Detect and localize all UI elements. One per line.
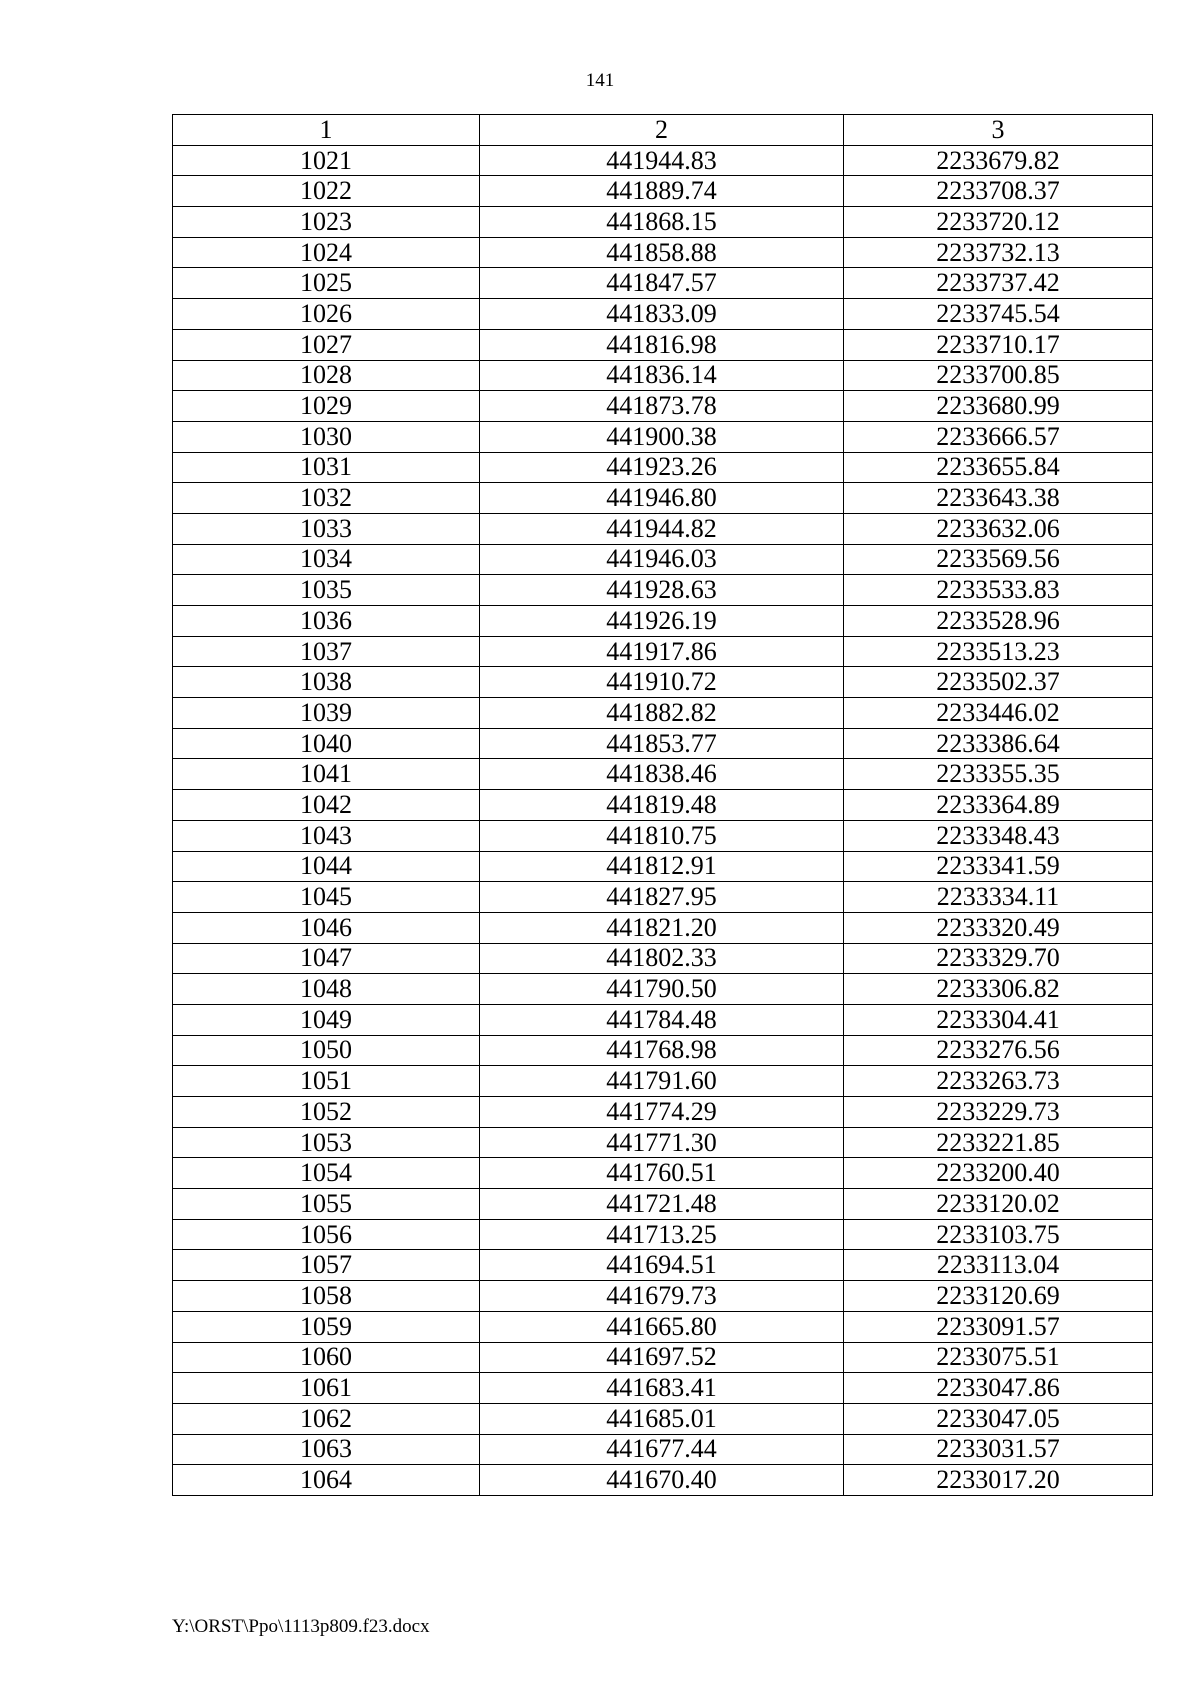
table-cell-col3: 2233306.82 xyxy=(844,974,1153,1005)
table-cell-col2: 441946.80 xyxy=(480,483,844,514)
table-cell-col1: 1053 xyxy=(173,1127,480,1158)
page-number: 141 xyxy=(585,70,615,91)
table-cell-col3: 2233329.70 xyxy=(844,943,1153,974)
table-cell-col3: 2233737.42 xyxy=(844,268,1153,299)
table-cell-col1: 1042 xyxy=(173,790,480,821)
table-cell-col2: 441910.72 xyxy=(480,667,844,698)
table-cell-col3: 2233113.04 xyxy=(844,1250,1153,1281)
table-row xyxy=(173,360,1153,391)
table-row xyxy=(173,452,1153,483)
table-cell-col3: 2233304.41 xyxy=(844,1004,1153,1035)
table-cell-col2: 441926.19 xyxy=(480,606,844,637)
table-row xyxy=(173,391,1153,422)
table-cell-col1: 1055 xyxy=(173,1189,480,1220)
table-cell-col3: 2233528.96 xyxy=(844,606,1153,637)
table-cell-col1: 1046 xyxy=(173,912,480,943)
table-cell-col1: 1043 xyxy=(173,820,480,851)
table-row xyxy=(173,1403,1153,1434)
table-cell-col3: 2233200.40 xyxy=(844,1158,1153,1189)
table-row xyxy=(173,1035,1153,1066)
table-cell-col3: 2233700.85 xyxy=(844,360,1153,391)
table-cell-col2: 441889.74 xyxy=(480,176,844,207)
table-cell-col2: 441670.40 xyxy=(480,1465,844,1496)
table-cell-col1: 1021 xyxy=(173,145,480,176)
table-cell-col3: 2233355.35 xyxy=(844,759,1153,790)
table-row xyxy=(173,1158,1153,1189)
table-cell-col2: 441858.88 xyxy=(480,237,844,268)
table-cell-col2: 441900.38 xyxy=(480,421,844,452)
table-cell-col3: 2233679.82 xyxy=(844,145,1153,176)
table-cell-col3: 2233221.85 xyxy=(844,1127,1153,1158)
table-row xyxy=(173,882,1153,913)
table-cell-col3: 2233446.02 xyxy=(844,698,1153,729)
table-cell-col2: 441944.82 xyxy=(480,513,844,544)
table-cell-col3: 2233720.12 xyxy=(844,207,1153,238)
table-cell-col2: 441923.26 xyxy=(480,452,844,483)
table-row xyxy=(173,759,1153,790)
table-row xyxy=(173,1342,1153,1373)
table-cell-col3: 2233334.11 xyxy=(844,882,1153,913)
table-row xyxy=(173,1066,1153,1097)
table-cell-col2: 441812.91 xyxy=(480,851,844,882)
table-cell-col1: 1031 xyxy=(173,452,480,483)
table-row xyxy=(173,421,1153,452)
table-row xyxy=(173,636,1153,667)
table-cell-col3: 2233229.73 xyxy=(844,1097,1153,1128)
table-cell-col2: 441833.09 xyxy=(480,299,844,330)
table-row xyxy=(173,728,1153,759)
footer-file-path: Y:\ORST\Ppo\1113p809.f23.docx xyxy=(172,1616,430,1637)
table-cell-col1: 1052 xyxy=(173,1097,480,1128)
table-cell-col2: 441946.03 xyxy=(480,544,844,575)
table-cell-col3: 2233680.99 xyxy=(844,391,1153,422)
header-cell-1: 1 xyxy=(173,115,480,146)
table-cell-col2: 441847.57 xyxy=(480,268,844,299)
table-cell-col2: 441853.77 xyxy=(480,728,844,759)
table-cell-col3: 2233386.64 xyxy=(844,728,1153,759)
table-cell-col2: 441679.73 xyxy=(480,1281,844,1312)
table-cell-col3: 2233103.75 xyxy=(844,1219,1153,1250)
table-cell-col1: 1062 xyxy=(173,1403,480,1434)
table-row xyxy=(173,974,1153,1005)
table-cell-col2: 441917.86 xyxy=(480,636,844,667)
table-cell-col2: 441721.48 xyxy=(480,1189,844,1220)
table-cell-col2: 441677.44 xyxy=(480,1434,844,1465)
table-cell-col3: 2233732.13 xyxy=(844,237,1153,268)
table-cell-col2: 441810.75 xyxy=(480,820,844,851)
table-cell-col2: 441827.95 xyxy=(480,882,844,913)
table-body xyxy=(173,145,1153,1495)
table-cell-col3: 2233513.23 xyxy=(844,636,1153,667)
table-row xyxy=(173,820,1153,851)
table-cell-col1: 1028 xyxy=(173,360,480,391)
table-cell-col1: 1040 xyxy=(173,728,480,759)
table-cell-col1: 1036 xyxy=(173,606,480,637)
table-row xyxy=(173,1465,1153,1496)
table-cell-col3: 2233263.73 xyxy=(844,1066,1153,1097)
table-cell-col1: 1038 xyxy=(173,667,480,698)
table-cell-col2: 441873.78 xyxy=(480,391,844,422)
table-cell-col2: 441683.41 xyxy=(480,1373,844,1404)
table-cell-col1: 1026 xyxy=(173,299,480,330)
table-cell-col3: 2233710.17 xyxy=(844,329,1153,360)
table-row xyxy=(173,606,1153,637)
table-row xyxy=(173,1281,1153,1312)
table-cell-col1: 1024 xyxy=(173,237,480,268)
table-cell-col1: 1039 xyxy=(173,698,480,729)
table-cell-col2: 441819.48 xyxy=(480,790,844,821)
table-cell-col2: 441790.50 xyxy=(480,974,844,1005)
table-cell-col1: 1061 xyxy=(173,1373,480,1404)
table-row xyxy=(173,1311,1153,1342)
header-cell-2: 2 xyxy=(480,115,844,146)
table-cell-col1: 1054 xyxy=(173,1158,480,1189)
table-row xyxy=(173,268,1153,299)
table-row xyxy=(173,483,1153,514)
table-cell-col2: 441821.20 xyxy=(480,912,844,943)
table-cell-col3: 2233643.38 xyxy=(844,483,1153,514)
table-cell-col2: 441816.98 xyxy=(480,329,844,360)
table-cell-col3: 2233569.56 xyxy=(844,544,1153,575)
table-row xyxy=(173,943,1153,974)
table-cell-col2: 441836.14 xyxy=(480,360,844,391)
table-cell-col1: 1045 xyxy=(173,882,480,913)
table-cell-col3: 2233047.05 xyxy=(844,1403,1153,1434)
table-cell-col1: 1051 xyxy=(173,1066,480,1097)
table-cell-col3: 2233655.84 xyxy=(844,452,1153,483)
table-cell-col3: 2233276.56 xyxy=(844,1035,1153,1066)
table-row xyxy=(173,299,1153,330)
table-cell-col3: 2233120.02 xyxy=(844,1189,1153,1220)
table-cell-col1: 1044 xyxy=(173,851,480,882)
table-cell-col1: 1029 xyxy=(173,391,480,422)
table-row xyxy=(173,1434,1153,1465)
table-cell-col1: 1047 xyxy=(173,943,480,974)
table-cell-col1: 1032 xyxy=(173,483,480,514)
table-cell-col2: 441771.30 xyxy=(480,1127,844,1158)
table-cell-col3: 2233031.57 xyxy=(844,1434,1153,1465)
table-row xyxy=(173,912,1153,943)
table-cell-col2: 441928.63 xyxy=(480,575,844,606)
table-cell-col1: 1035 xyxy=(173,575,480,606)
table-row xyxy=(173,207,1153,238)
table-cell-col2: 441802.33 xyxy=(480,943,844,974)
table-cell-col2: 441882.82 xyxy=(480,698,844,729)
table-cell-col2: 441774.29 xyxy=(480,1097,844,1128)
table-cell-col1: 1059 xyxy=(173,1311,480,1342)
table-cell-col1: 1022 xyxy=(173,176,480,207)
table-row xyxy=(173,237,1153,268)
table-cell-col3: 2233120.69 xyxy=(844,1281,1153,1312)
table-cell-col2: 441685.01 xyxy=(480,1403,844,1434)
table-cell-col1: 1056 xyxy=(173,1219,480,1250)
table-cell-col1: 1057 xyxy=(173,1250,480,1281)
table-cell-col1: 1027 xyxy=(173,329,480,360)
table-cell-col3: 2233348.43 xyxy=(844,820,1153,851)
table-row xyxy=(173,513,1153,544)
table-header xyxy=(173,115,1153,146)
table-cell-col1: 1050 xyxy=(173,1035,480,1066)
table-row xyxy=(173,145,1153,176)
table-row xyxy=(173,790,1153,821)
table-cell-col3: 2233017.20 xyxy=(844,1465,1153,1496)
table-cell-col3: 2233364.89 xyxy=(844,790,1153,821)
table-row xyxy=(173,575,1153,606)
table-cell-col2: 441784.48 xyxy=(480,1004,844,1035)
table-cell-col1: 1041 xyxy=(173,759,480,790)
table-cell-col3: 2233708.37 xyxy=(844,176,1153,207)
table-cell-col1: 1049 xyxy=(173,1004,480,1035)
table-cell-col1: 1063 xyxy=(173,1434,480,1465)
table-cell-col3: 2233341.59 xyxy=(844,851,1153,882)
table-cell-col1: 1025 xyxy=(173,268,480,299)
table-cell-col3: 2233320.49 xyxy=(844,912,1153,943)
table-cell-col2: 441838.46 xyxy=(480,759,844,790)
table-cell-col1: 1023 xyxy=(173,207,480,238)
table-cell-col3: 2233666.57 xyxy=(844,421,1153,452)
table-row xyxy=(173,667,1153,698)
table-row xyxy=(173,1127,1153,1158)
table-cell-col3: 2233091.57 xyxy=(844,1311,1153,1342)
coordinates-table xyxy=(172,114,1153,1496)
table-cell-col3: 2233047.86 xyxy=(844,1373,1153,1404)
table-row xyxy=(173,1004,1153,1035)
table-cell-col1: 1060 xyxy=(173,1342,480,1373)
table-cell-col1: 1030 xyxy=(173,421,480,452)
table-cell-col2: 441760.51 xyxy=(480,1158,844,1189)
table-cell-col2: 441868.15 xyxy=(480,207,844,238)
table-cell-col1: 1034 xyxy=(173,544,480,575)
table-cell-col1: 1037 xyxy=(173,636,480,667)
table-cell-col2: 441697.52 xyxy=(480,1342,844,1373)
table-row xyxy=(173,329,1153,360)
table-row xyxy=(173,544,1153,575)
table-row xyxy=(173,1373,1153,1404)
table-cell-col2: 441665.80 xyxy=(480,1311,844,1342)
table-cell-col1: 1064 xyxy=(173,1465,480,1496)
table-cell-col3: 2233533.83 xyxy=(844,575,1153,606)
table-row xyxy=(173,1219,1153,1250)
table-cell-col2: 441944.83 xyxy=(480,145,844,176)
table-cell-col3: 2233075.51 xyxy=(844,1342,1153,1373)
header-row xyxy=(173,115,1153,146)
table-cell-col3: 2233632.06 xyxy=(844,513,1153,544)
table-cell-col2: 441791.60 xyxy=(480,1066,844,1097)
table-cell-col3: 2233502.37 xyxy=(844,667,1153,698)
table-cell-col2: 441768.98 xyxy=(480,1035,844,1066)
table-cell-col1: 1048 xyxy=(173,974,480,1005)
table-row xyxy=(173,176,1153,207)
table-cell-col1: 1033 xyxy=(173,513,480,544)
table-cell-col2: 441694.51 xyxy=(480,1250,844,1281)
table-row xyxy=(173,1097,1153,1128)
table-cell-col1: 1058 xyxy=(173,1281,480,1312)
table-row xyxy=(173,1189,1153,1220)
table-cell-col3: 2233745.54 xyxy=(844,299,1153,330)
table-row xyxy=(173,698,1153,729)
table-row xyxy=(173,1250,1153,1281)
table-cell-col2: 441713.25 xyxy=(480,1219,844,1250)
table-row xyxy=(173,851,1153,882)
header-cell-3: 3 xyxy=(844,115,1153,146)
